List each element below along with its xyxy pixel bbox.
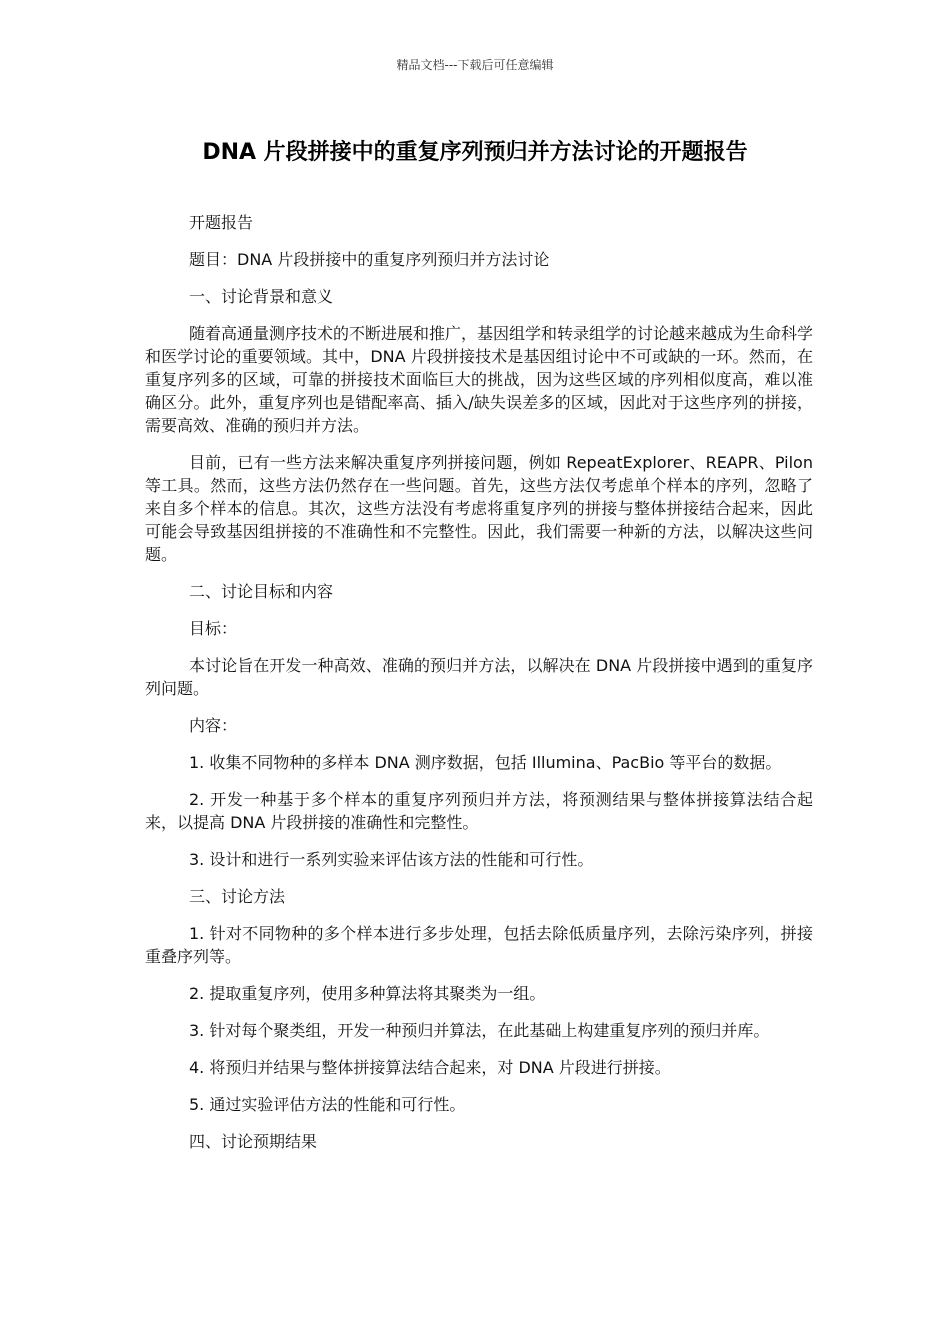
paragraph-topic: 题目：DNA 片段拼接中的重复序列预归并方法讨论 [189, 250, 550, 269]
paragraph-background-1: 随着高通量测序技术的不断进展和推广，基因组学和转录组学的讨论越来越成为生命科学和医学讨论的重要领域。其中，DNA 片段拼接技术是基因组讨论中不可或缺的一环。然而，在重复序列多的区域，可靠的拼接技术面临巨大的挑战，因为这些区域的序列相似度高，难以准确区分。此外，重复序列也是错配率高、插入/缺失误差多的区域，因此对于这些序列的拼接，需要高效、准确的预归并方法。 [145, 324, 814, 435]
paragraph-label: 开题报告 [189, 213, 254, 232]
section-heading-background: 一、讨论背景和意义 [189, 287, 334, 306]
header-note: 精品文档---下载后可任意编辑 [396, 58, 554, 72]
paragraph-goal: 本讨论旨在开发一种高效、准确的预归并方法，以解决在 DNA 片段拼接中遇到的重复序列问题。 [145, 656, 813, 698]
list-item-method-1: 1. 针对不同物种的多个样本进行多步处理，包括去除低质量序列，去除污染序列，拼接重叠序列等。 [145, 924, 813, 966]
list-item-content-2: 2. 开发一种基于多个样本的重复序列预归并方法，将预测结果与整体拼接算法结合起来，以提高 DNA 片段拼接的准确性和完整性。 [145, 790, 813, 832]
list-item-method-3: 3. 针对每个聚类组，开发一种预归并算法，在此基础上构建重复序列的预归并库。 [189, 1021, 770, 1040]
document-body [145, 211, 813, 1167]
paragraph-content-label: 内容： [189, 716, 238, 735]
list-item-method-2: 2. 提取重复序列，使用多种算法将其聚类为一组。 [189, 984, 546, 1003]
section-heading-expected-results: 四、讨论预期结果 [189, 1132, 318, 1151]
list-item-content-1: 1. 收集不同物种的多样本 DNA 测序数据，包括 Illumina、PacBio 等平台的数据。 [189, 753, 782, 772]
paragraph-goal-label: 目标： [189, 619, 238, 638]
section-heading-goals: 二、讨论目标和内容 [189, 582, 334, 601]
paragraph-background-2: 目前，已有一些方法来解决重复序列拼接问题，例如 RepeatExplorer、REAPR、Pilon 等工具。然而，这些方法仍然存在一些问题。首先，这些方法仅考虑单个样本的序列，忽略了来自多个样本的信息。其次，这些方法没有考虑将重复序列的拼接与整体拼接结合起来，因此可能会导致基因组拼接的不准确性和不完整性。因此，我们需要一种新的方法，以解决这些问题。 [145, 453, 813, 564]
list-item-method-4: 4. 将预归并结果与整体拼接算法结合起来，对 DNA 片段进行拼接。 [189, 1058, 671, 1077]
list-item-method-5: 5. 通过实验评估方法的性能和可行性。 [189, 1095, 466, 1114]
document-title: DNA 片段拼接中的重复序列预归并方法讨论的开题报告 [202, 140, 748, 165]
list-item-content-3: 3. 设计和进行一系列实验来评估该方法的性能和可行性。 [189, 850, 594, 869]
section-heading-methods: 三、讨论方法 [189, 887, 286, 906]
